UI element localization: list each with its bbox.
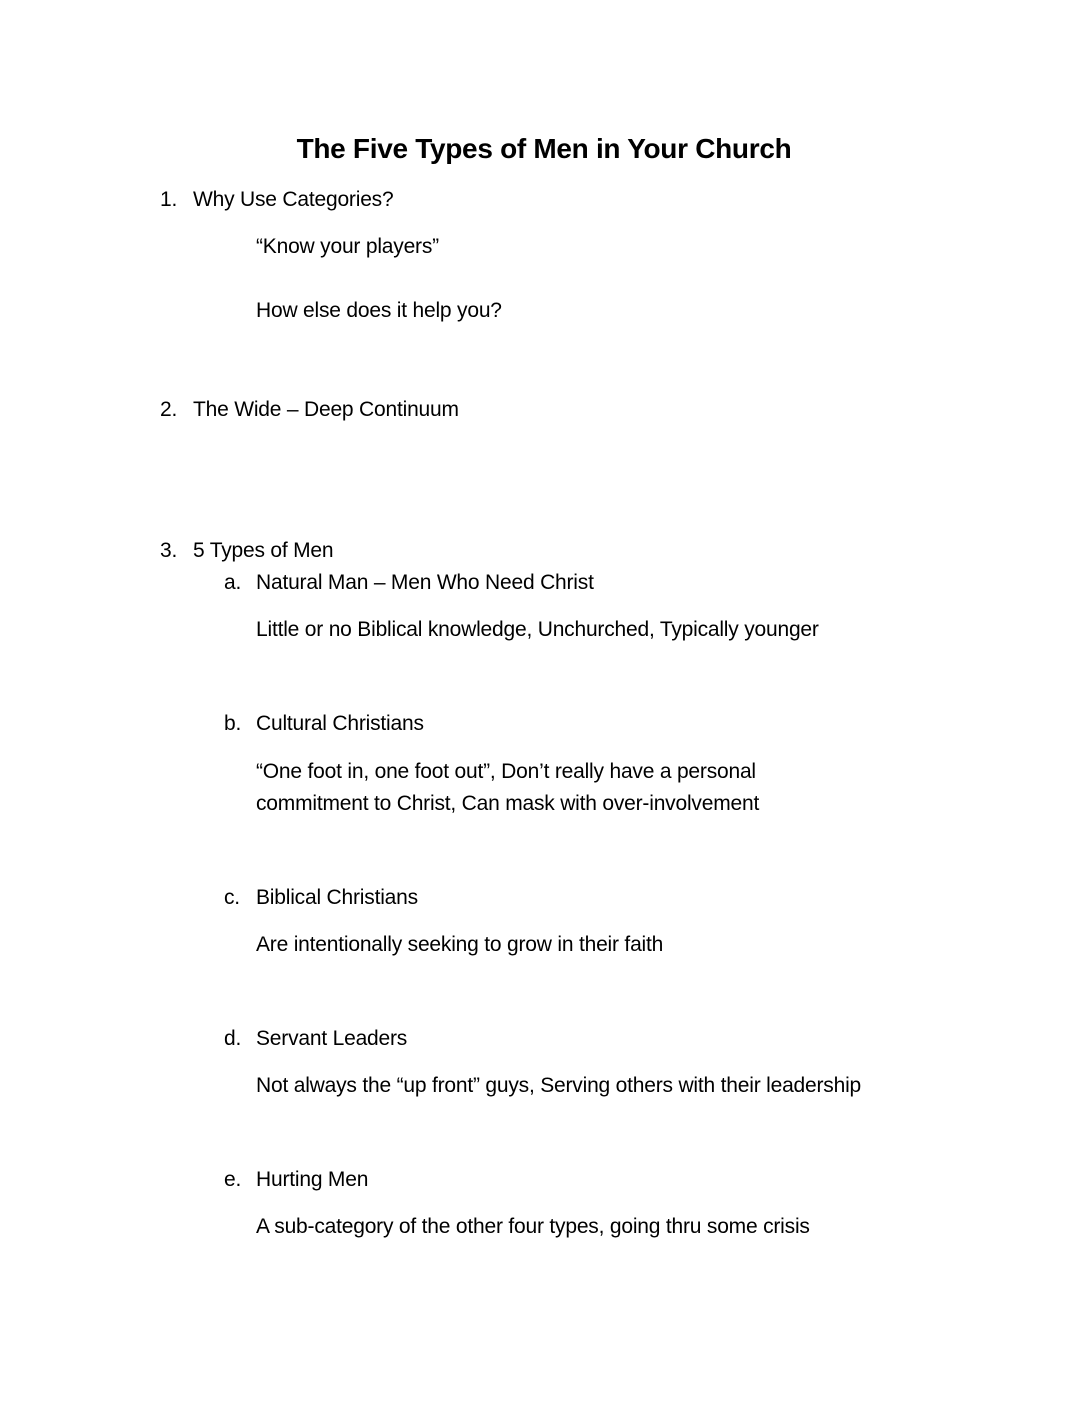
type-letter: e. bbox=[224, 1168, 242, 1191]
type-description: Not always the “up front” guys, Serving others with their leadership bbox=[256, 1074, 862, 1097]
type-name: Biblical Christians bbox=[256, 886, 418, 909]
type-name: Cultural Christians bbox=[256, 712, 424, 735]
type-letter: a. bbox=[224, 571, 242, 594]
type-description: Little or no Biblical knowledge, Unchurched, Typically younger bbox=[256, 618, 819, 641]
type-name: Natural Man – Men Who Need Christ bbox=[256, 571, 594, 594]
type-letter: d. bbox=[224, 1027, 242, 1050]
type-description: A sub-category of the other four types, going thru some crisis bbox=[256, 1215, 810, 1238]
section-number: 2. bbox=[160, 398, 178, 421]
type-name: Servant Leaders bbox=[256, 1027, 408, 1050]
type-description: commitment to Christ, Can mask with over-involvement bbox=[256, 792, 760, 815]
section-heading: 5 Types of Men bbox=[193, 539, 334, 562]
type-name: Hurting Men bbox=[256, 1168, 369, 1191]
section-number: 3. bbox=[160, 539, 178, 562]
section-heading: The Wide – Deep Continuum bbox=[193, 398, 459, 421]
type-letter: b. bbox=[224, 712, 242, 735]
section-note: How else does it help you? bbox=[256, 299, 502, 322]
type-description: “One foot in, one foot out”, Don’t really have a personal bbox=[256, 760, 756, 783]
section-heading: Why Use Categories? bbox=[193, 188, 394, 211]
page-title: The Five Types of Men in Your Church bbox=[296, 133, 792, 164]
section-note: “Know your players” bbox=[256, 235, 439, 258]
type-description: Are intentionally seeking to grow in their faith bbox=[256, 933, 664, 956]
type-letter: c. bbox=[224, 886, 240, 909]
section-number: 1. bbox=[160, 188, 178, 211]
